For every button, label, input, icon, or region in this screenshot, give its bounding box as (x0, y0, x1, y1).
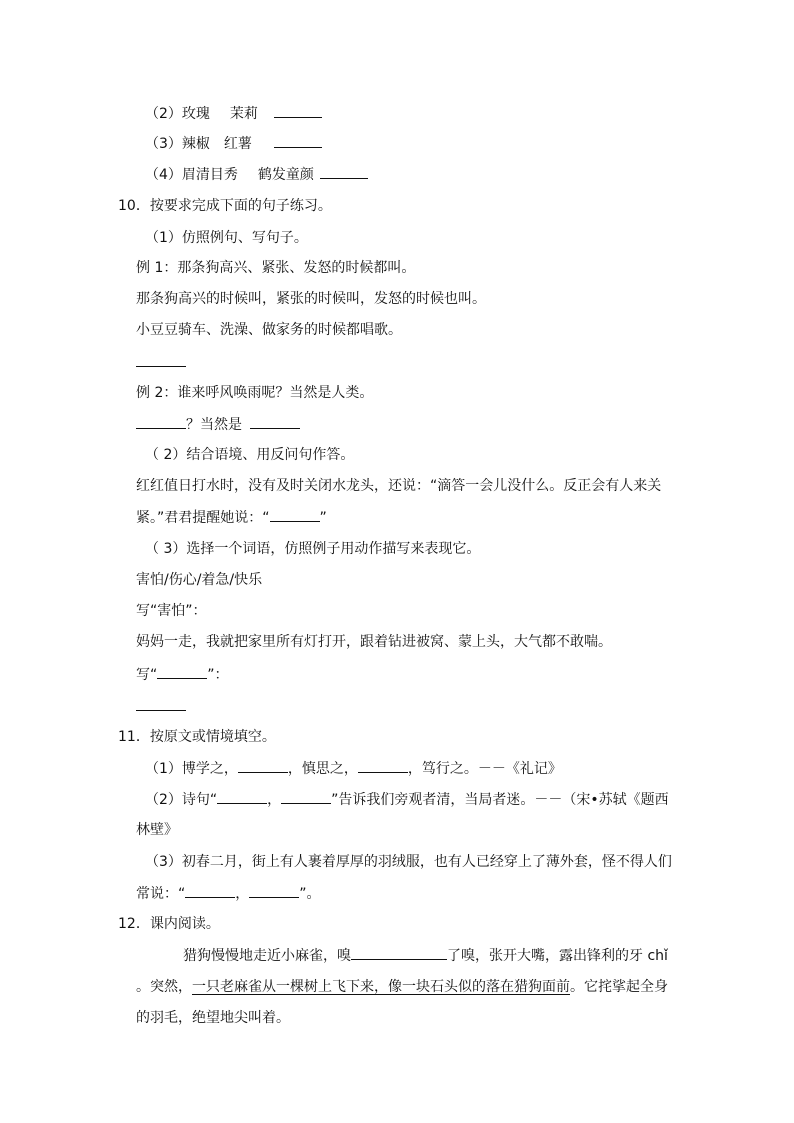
q9-item-2 (145, 103, 322, 124)
q9-item-3-answer-blank[interactable] (274, 133, 322, 148)
q10-part3-example-label: 写“害怕”： (136, 603, 207, 619)
q9-item-2-number: （2） (145, 106, 182, 122)
q9-item-4-word-b: 鹤发童颜 (257, 167, 314, 183)
q11-s3-blank-1[interactable] (185, 883, 235, 898)
q11-title: 11．按原文或情境填空。 (118, 729, 276, 745)
q12-passage-line-3: 的羽毛，绝望地尖叫着。 (136, 1010, 290, 1026)
q10-example1-answer-blank[interactable] (136, 352, 186, 367)
q9-item-3-word-b: 红薯 (223, 136, 252, 152)
q10-part3-answer-line (136, 696, 186, 717)
q10-example2-question-text: ？当然是 (186, 417, 242, 433)
q12-title: 12．课内阅读。 (118, 916, 220, 932)
q10-title: 10．按要求完成下面的句子练习。 (118, 198, 332, 214)
q9-item-4-answer-blank[interactable] (320, 164, 368, 179)
q11-s2-text-c: ”告诉我们旁观者清，当局者迷。－－（宋•苏轼《题西 (331, 792, 669, 808)
q10-example2-blank-1[interactable] (136, 414, 186, 429)
q9-item-2-answer-blank[interactable] (274, 103, 322, 118)
q10-example1: 例 1：那条狗高兴、紧张、发怒的时候都叫。 (136, 260, 416, 276)
q10-part3-write-prompt (136, 664, 229, 685)
q9-item-4-number: （4） (145, 167, 182, 183)
q10-part3-title: （ 3）选择一个词语，仿照例子用动作描写来表现它。 (145, 541, 481, 557)
q10-part3-word-choices: 害怕/伤心/着急/快乐 (136, 572, 263, 588)
q10-example2-blank-2[interactable] (250, 414, 300, 429)
q11-s2-blank-1[interactable] (217, 789, 267, 804)
q10-example2-task (136, 414, 300, 435)
q11-s2-comma: ， (267, 792, 282, 808)
q10-example2: 例 2：谁来呼风唤雨呢？当然是人类。 (136, 385, 374, 401)
q11-sentence-3: （3）初春二月，街上有人裹着厚厚的羽绒服，也有人已经穿上了薄外套，怪不得人们 (145, 854, 672, 870)
q11-s1-text-c: ，笃行之。－－《礼记》 (407, 761, 562, 777)
q11-s1-text-a: （1）博学之， (145, 761, 238, 777)
q12-l1-text-b: 了嗅，张开大嘴，露出锋利的牙 chǐ (447, 948, 668, 964)
q9-item-2-word-b: 茉莉 (229, 106, 258, 122)
q10-part2-answer-blank[interactable] (270, 507, 320, 522)
q10-example1-task: 小豆豆骑车、洗澡、做家务的时候都唱歌。 (136, 322, 402, 338)
q10-part3-word-blank[interactable] (157, 664, 207, 679)
q12-underlined-sentence: 一只老麻雀从一棵树上飞下来，像一块石头似的落在猎狗面前 (192, 979, 570, 995)
q9-item-4-word-a: 眉清目秀 (181, 167, 238, 183)
q11-sentence-3-continued (136, 883, 321, 904)
q12-l2-text-a: 。突然， (136, 979, 192, 995)
q12-l1-text-a: 猎狗慢慢地走近小麻雀，嗅 (183, 948, 351, 964)
q11-s1-text-b: ，慎思之， (287, 761, 358, 777)
q11-sentence-2-continued: 林壁》 (136, 822, 178, 838)
q11-s3-comma: ， (235, 886, 250, 902)
q9-item-2-word-a: 玫瑰 (181, 106, 210, 122)
q11-s1-blank-1[interactable] (238, 758, 288, 773)
q12-passage-line-2 (136, 977, 668, 997)
q12-passage-line-1 (183, 945, 668, 966)
q11-sentence-2 (145, 789, 669, 810)
q10-part2-close-quote: ” (319, 510, 327, 526)
q10-example1-blank-line (136, 352, 186, 373)
q11-s2-blank-2[interactable] (281, 789, 331, 804)
q10-part2-context-2 (136, 507, 327, 528)
q12-l2-text-b: 。它挓挲起全身 (570, 979, 668, 995)
q9-item-4 (145, 164, 368, 185)
q9-item-3-number: （3） (145, 136, 182, 152)
q10-part3-example-text: 妈妈一走，我就把家里所有灯打开，跟着钻进被窝、蒙上头，大气都不敢喘。 (136, 634, 612, 650)
q10-part2-context-2-text: 紧。”君君提醒她说：“ (136, 510, 270, 526)
q10-part3-answer-blank[interactable] (136, 696, 186, 711)
q11-sentence-1 (145, 758, 562, 779)
q11-s3-blank-2[interactable] (249, 883, 299, 898)
q10-part3-write-suffix: ”： (207, 667, 229, 683)
q10-part1-title: （1）仿照例句、写句子。 (145, 230, 308, 246)
q11-s1-blank-2[interactable] (358, 758, 408, 773)
q11-s3-text-d: ”。 (299, 886, 321, 902)
q10-part2-context-1: 红红值日打水时，没有及时关闭水龙头，还说：“滴答一会儿没什么。反正会有人来关 (136, 478, 662, 494)
q9-item-3-word-a: 辣椒 (181, 136, 210, 152)
q10-part2-title: （ 2）结合语境、用反问句作答。 (145, 447, 355, 463)
q11-s3-text-b: 常说：“ (136, 886, 186, 902)
q9-item-3 (145, 133, 322, 154)
q10-example1-answer: 那条狗高兴的时候叫，紧张的时候叫，发怒的时候也叫。 (136, 291, 486, 307)
q10-part3-write-prefix: 写“ (136, 667, 158, 683)
q11-s2-text-a: （2）诗句“ (145, 792, 218, 808)
q12-l1-blank[interactable] (351, 945, 447, 960)
